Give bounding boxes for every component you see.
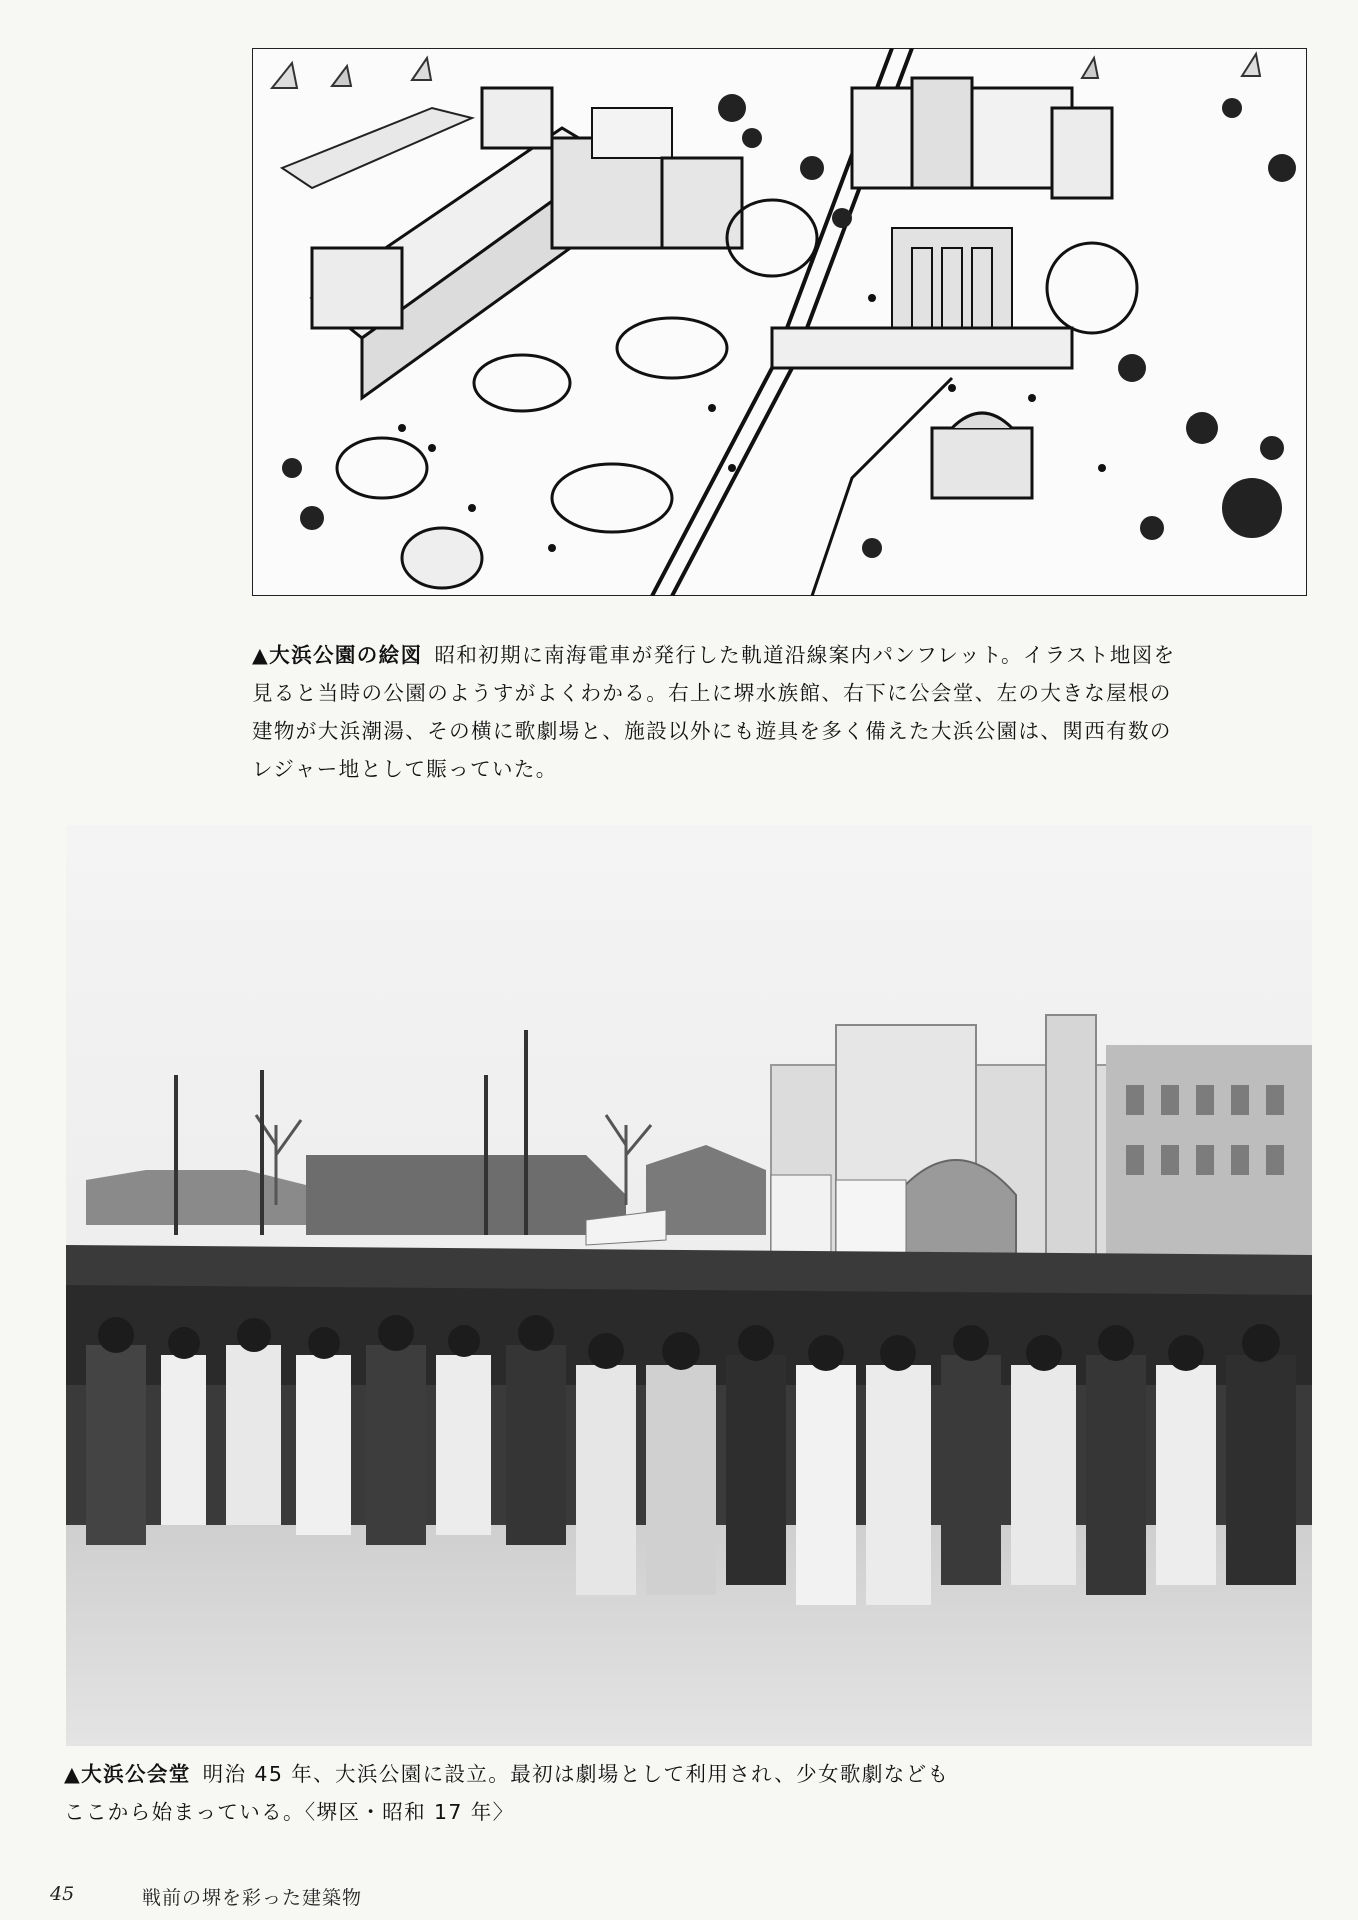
running-title: 戦前の堺を彩った建築物 (142, 1887, 363, 1909)
park-map-illustration (252, 48, 1307, 596)
map-caption (252, 636, 1192, 788)
photo-caption-title: ▲大浜公会堂 (64, 1762, 191, 1786)
photo-caption (64, 1755, 954, 1831)
map-drawing (252, 48, 1307, 596)
photo-rendering (66, 825, 1312, 1746)
page-number: 45 (50, 1883, 75, 1905)
map-caption-title: ▲大浜公園の絵図 (252, 643, 423, 667)
public-hall-photo (66, 825, 1312, 1746)
photo-caption-text: 明治 45 年、大浜公園に設立。最初は劇場として利用され、少女歌劇などもここから始まっている。〈堺区・昭和 17 年〉 (64, 1762, 950, 1824)
map-caption-text: 昭和初期に南海電車が発行した軌道沿線案内パンフレット。イラスト地図を見ると当時の公園のようすがよくわかる。右上に堺水族館、右下に公会堂、左の大きな屋根の建物が大浜潮湯、その横に歌劇場と、施設以外にも遊具を多く備えた大浜公園は、関西有数のレジャー地として賑っていた。 (252, 643, 1176, 781)
